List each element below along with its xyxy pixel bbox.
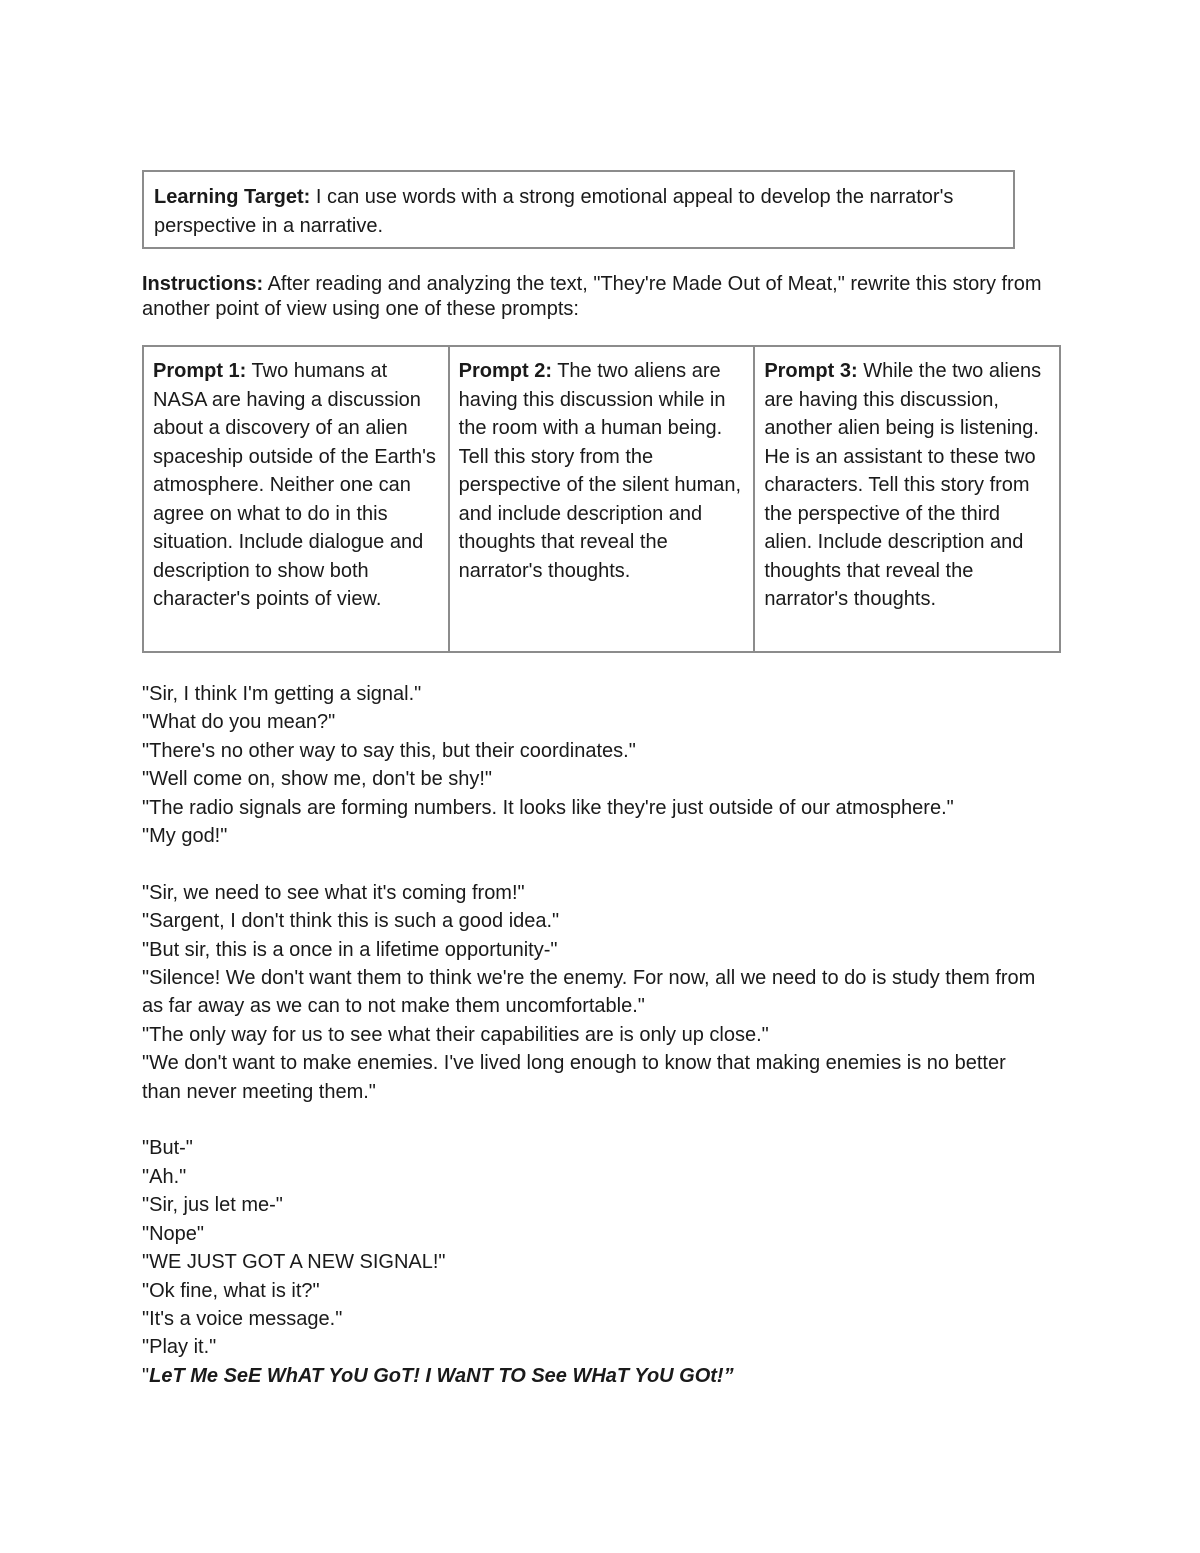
paragraph-gap: [142, 1106, 1042, 1134]
dialogue-line: "Silence! We don't want them to think we're the enemy. For now, all we need to do is study them from as far away as we can to not make them uncomfortable.": [142, 967, 1036, 1018]
final-open-quote: ": [142, 1364, 150, 1387]
dialogue-line: "Well come on, show me, don't be shy!": [142, 768, 493, 791]
dialogue-line: "There's no other way to say this, but their coordinates.": [142, 739, 636, 762]
dialogue-line: "Play it.": [142, 1336, 217, 1359]
dialogue-line: "Sir, we need to see what it's coming from!": [142, 881, 525, 904]
learning-target-label: Learning Target:: [154, 186, 311, 208]
prompt-1-text: Two humans at NASA are having a discussion about a discovery of an alien spaceship outside of the Earth's atmosphere. Neither one can agree on what to do in this situation. Include dialogue and description to show both character's points of view.: [153, 360, 436, 610]
dialogue-line: "But-": [142, 1137, 193, 1160]
prompt-3-text: While the two aliens are having this discussion, another alien being is listening. He is an assistant to these two characters. Tell this story from the perspective of the third alien. Include description and thoughts that reveal the narrator's thoughts.: [764, 360, 1042, 610]
instructions-paragraph: [142, 272, 1042, 322]
dialogue-line: "But sir, this is a once in a lifetime opportunity-": [142, 938, 558, 961]
dialogue-line: "Nope": [142, 1222, 205, 1245]
final-dialogue-line: [142, 1362, 1042, 1390]
prompt-2-label: Prompt 2:: [458, 360, 552, 382]
prompt-3-label: Prompt 3:: [764, 360, 858, 382]
prompt-2-cell: [449, 346, 755, 652]
dialogue-line: "What do you mean?": [142, 711, 336, 734]
dialogue-line: "Sargent, I don't think this is such a good idea.": [142, 910, 560, 933]
final-shout-text: LeT Me SeE WhAT YoU GoT! I WaNT TO See WHaT YoU GOt!”: [149, 1364, 734, 1387]
paragraph-gap: [142, 850, 1042, 878]
dialogue-line: "The only way for us to see what their capabilities are is only up close.": [142, 1023, 769, 1046]
prompt-2-text: The two aliens are having this discussion while in the room with a human being. Tell this story from the perspective of the silent human, and include description and thoughts that reveal the narrator's thoughts.: [458, 360, 742, 582]
dialogue-line: "Sir, I think I'm getting a signal.": [142, 683, 422, 705]
dialogue-line: "It's a voice message.": [142, 1307, 343, 1330]
dialogue-line: "Ah.": [142, 1165, 187, 1188]
story-dialogue: [142, 680, 1042, 1390]
instructions-label: Instructions:: [142, 273, 264, 295]
learning-target-box: [142, 170, 1015, 249]
dialogue-line: "The radio signals are forming numbers. It looks like they're just outside of our atmosphere.": [142, 796, 954, 819]
dialogue-line: "WE JUST GOT A NEW SIGNAL!": [142, 1251, 446, 1274]
dialogue-line: "Ok fine, what is it?": [142, 1279, 320, 1302]
dialogue-line: "My god!": [142, 825, 228, 848]
dialogue-line: "We don't want to make enemies. I've lived long enough to know that making enemies is no better than never meeting them.": [142, 1052, 1006, 1103]
dialogue-line: "Sir, jus let me-": [142, 1194, 283, 1217]
learning-target-text: I can use words with a strong emotional appeal to develop the narrator's perspective in a narrative.: [154, 186, 954, 237]
instructions-text: After reading and analyzing the text, "They're Made Out of Meat," rewrite this story from another point of view using one of these prompts:: [142, 273, 1042, 320]
prompt-1-label: Prompt 1:: [153, 360, 247, 382]
prompt-3-cell: [754, 346, 1060, 652]
prompt-1-cell: [143, 346, 449, 652]
prompts-row: [143, 346, 1060, 652]
prompts-table: [142, 345, 1061, 653]
